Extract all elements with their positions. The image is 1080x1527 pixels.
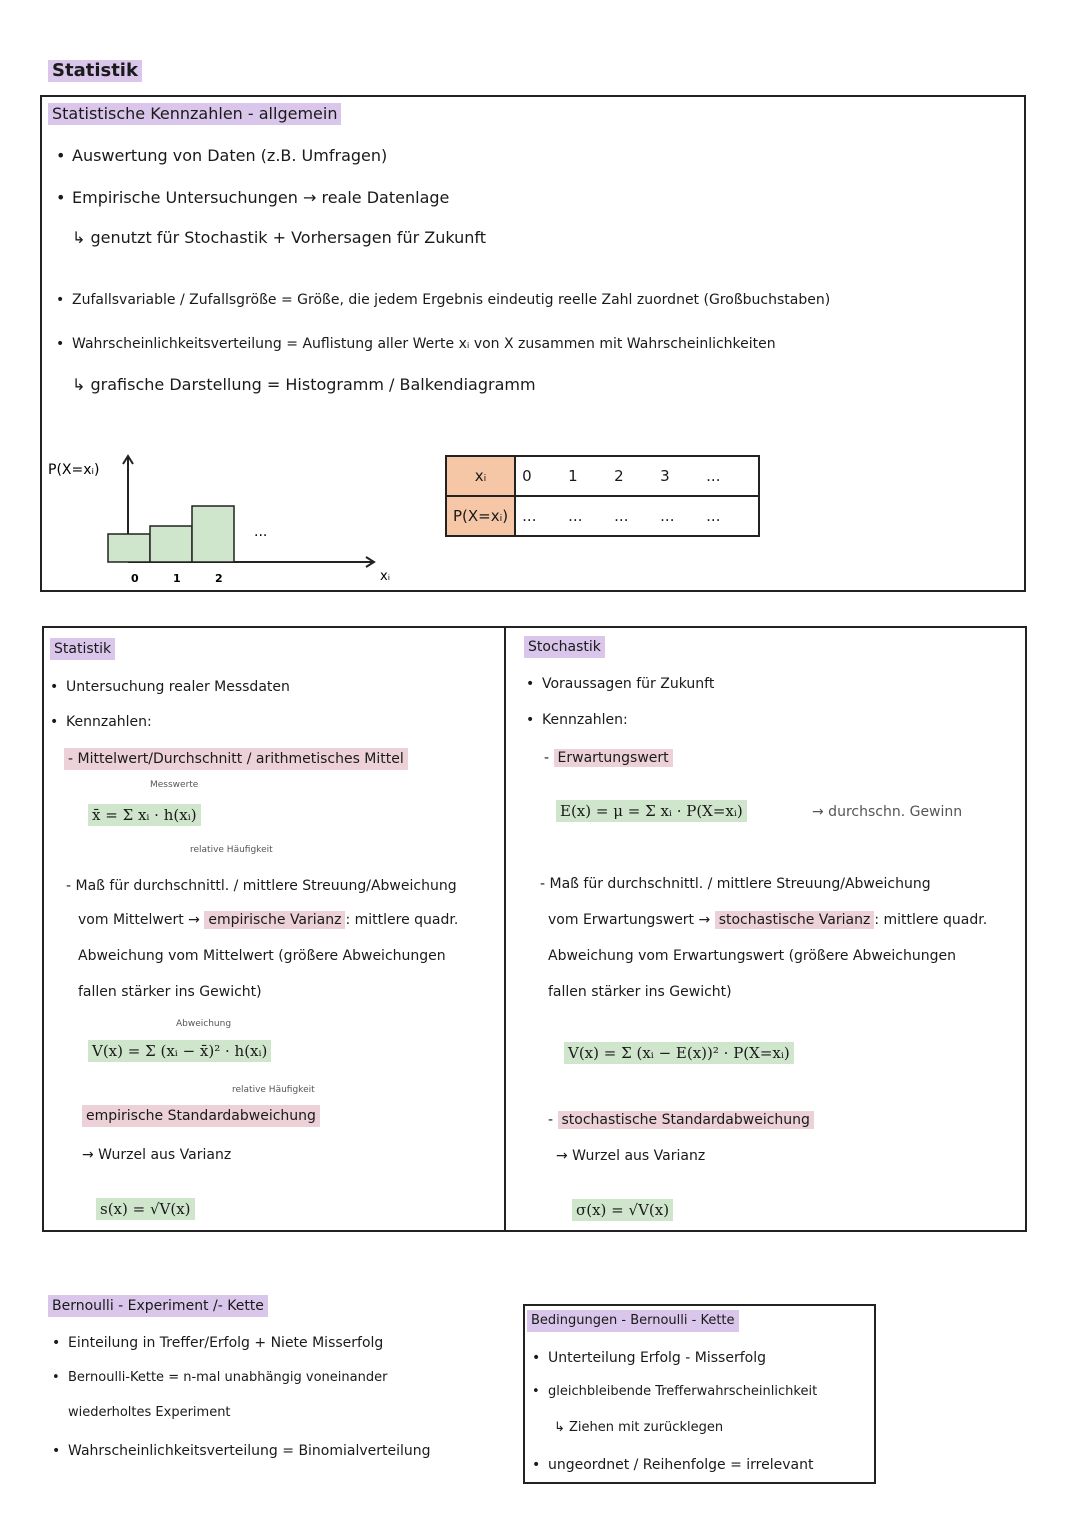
emp-var-text-1: - Maß für durchschnittl. / mittlere Streuung/Abweichung	[66, 878, 457, 894]
ev-formula: E(x) = μ = Σ xᵢ · P(X=xᵢ)	[556, 800, 747, 822]
emp-sd-sub: → Wurzel aus Varianz	[82, 1147, 232, 1163]
conditions-bullet-2: • gleichbleibende Trefferwahrscheinlichkeit	[548, 1382, 817, 1402]
emp-var-note-top: Abweichung	[176, 1019, 232, 1029]
general-bullet-1: • Auswertung von Daten (z.B. Umfragen)	[72, 146, 387, 166]
conditions-bullet-2-sub: ↳ Ziehen mit zurücklegen	[554, 1420, 724, 1435]
general-bullet-4-sub: ↳ grafische Darstellung = Histogramm / Balkendiagramm	[72, 375, 536, 394]
table-row1-values: 0 1 2 3 ...	[515, 456, 759, 496]
general-bullet-2: • Empirische Untersuchungen → reale Datenlage	[72, 188, 449, 208]
general-bullet-3: • Zufallsvariable / Zufallsgröße = Größe, die jedem Ergebnis eindeutig reelle Zahl zuordnet (Großbuchstaben)	[72, 290, 830, 310]
mean-formula: x̄ = Σ xᵢ · h(xᵢ)	[88, 804, 201, 826]
general-bullet-2-sub: ↳ genutzt für Stochastik + Vorhersagen für Zukunft	[72, 228, 487, 247]
ev-heading: Erwartungswert	[554, 749, 673, 767]
stoch-sd-formula: σ(x) = √V(x)	[572, 1199, 673, 1221]
histogram-tick-label: 1	[173, 572, 181, 585]
emp-var-text-3: Abweichung vom Mittelwert (größere Abweichungen	[78, 948, 446, 964]
histogram-bar	[192, 506, 234, 562]
statistik-bullet-1: • Untersuchung realer Messdaten	[66, 677, 290, 697]
stochastik-bullet-1: • Voraussagen für Zukunft	[542, 674, 714, 694]
emp-sd-formula: s(x) = √V(x)	[96, 1198, 195, 1220]
histogram-tick-label: 2	[215, 572, 223, 585]
stoch-var-text-4: fallen stärker ins Gewicht)	[548, 984, 732, 1000]
stoch-variance-label: stochastische Varianz	[715, 911, 875, 929]
page-title: Statistik	[48, 60, 142, 82]
comparison-divider	[504, 626, 506, 1232]
histogram-dots: ...	[254, 524, 268, 540]
conditions-bullet-3: • ungeordnet / Reihenfolge = irrelevant	[548, 1455, 813, 1475]
distribution-table	[445, 455, 760, 537]
statistik-heading: Statistik	[50, 638, 115, 660]
mean-heading: - Mittelwert/Durchschnitt / arithmetisches Mittel	[64, 748, 408, 770]
conditions-bullet-1: • Unterteilung Erfolg - Misserfolg	[548, 1348, 766, 1368]
general-bullet-4: • Wahrscheinlichkeitsverteilung = Auflistung aller Werte xᵢ von X zusammen mit Wahrscheinlichkeiten	[72, 334, 776, 354]
emp-var-formula: V(x) = Σ (xᵢ − x̄)² · h(xᵢ)	[88, 1040, 271, 1062]
histogram-xlabel: xᵢ	[380, 569, 391, 584]
histogram-ylabel: P(X=xᵢ)	[48, 462, 100, 478]
table-row	[446, 496, 759, 536]
bernoulli-bullet-1: • Einteilung in Treffer/Erfolg + Niete Misserfolg	[68, 1333, 383, 1353]
bernoulli-bullet-3: • Wahrscheinlichkeitsverteilung = Binomialverteilung	[68, 1441, 431, 1461]
stochastik-heading: Stochastik	[524, 636, 605, 658]
stoch-sd-sub: → Wurzel aus Varianz	[556, 1148, 706, 1164]
bernoulli-bullet-2-cont: wiederholtes Experiment	[68, 1405, 231, 1420]
stoch-var-text-3: Abweichung vom Erwartungswert (größere Abweichungen	[548, 948, 956, 964]
stoch-var-formula: V(x) = Σ (xᵢ − E(x))² · P(X=xᵢ)	[564, 1042, 794, 1064]
stoch-var-text-1: - Maß für durchschnittl. / mittlere Streuung/Abweichung	[540, 876, 931, 892]
stoch-sd-heading: stochastische Standardabweichung	[558, 1111, 814, 1129]
emp-var-text-2: vom Mittelwert → empirische Varianz : mittlere quadr.	[78, 912, 459, 928]
stoch-var-text-2: vom Erwartungswert → stochastische Varianz : mittlere quadr.	[548, 912, 988, 928]
histogram-bar	[150, 526, 192, 562]
histogram	[44, 450, 404, 590]
stochastik-bullet-2: • Kennzahlen:	[542, 710, 628, 730]
general-heading: Statistische Kennzahlen - allgemein	[48, 103, 341, 125]
emp-var-text-4: fallen stärker ins Gewicht)	[78, 984, 262, 1000]
ev-heading-wrap: - Erwartungswert	[544, 748, 673, 768]
table-head-p: P(X=xᵢ)	[446, 496, 515, 536]
stoch-sd-heading-wrap: - stochastische Standardabweichung	[548, 1110, 814, 1130]
mean-note-bottom: relative Häufigkeit	[190, 845, 273, 855]
table-row	[446, 456, 759, 496]
mean-note-top: Messwerte	[150, 780, 199, 790]
conditions-heading: Bedingungen - Bernoulli - Kette	[527, 1310, 739, 1332]
emp-sd-heading: empirische Standardabweichung	[82, 1105, 320, 1127]
ev-note: → durchschn. Gewinn	[812, 804, 963, 820]
statistik-bullet-2: • Kennzahlen:	[66, 712, 152, 732]
histogram-bar	[108, 534, 150, 562]
table-head-x: xᵢ	[446, 456, 515, 496]
bernoulli-bullet-2: • Bernoulli-Kette = n-mal unabhängig voneinander	[68, 1368, 387, 1388]
table-row2-values: ... ... ... ... ...	[515, 496, 759, 536]
emp-var-note-bottom: relative Häufigkeit	[232, 1085, 315, 1095]
bernoulli-heading: Bernoulli - Experiment /- Kette	[48, 1295, 268, 1317]
emp-variance-label: empirische Varianz	[204, 911, 345, 929]
histogram-tick-label: 0	[131, 572, 139, 585]
